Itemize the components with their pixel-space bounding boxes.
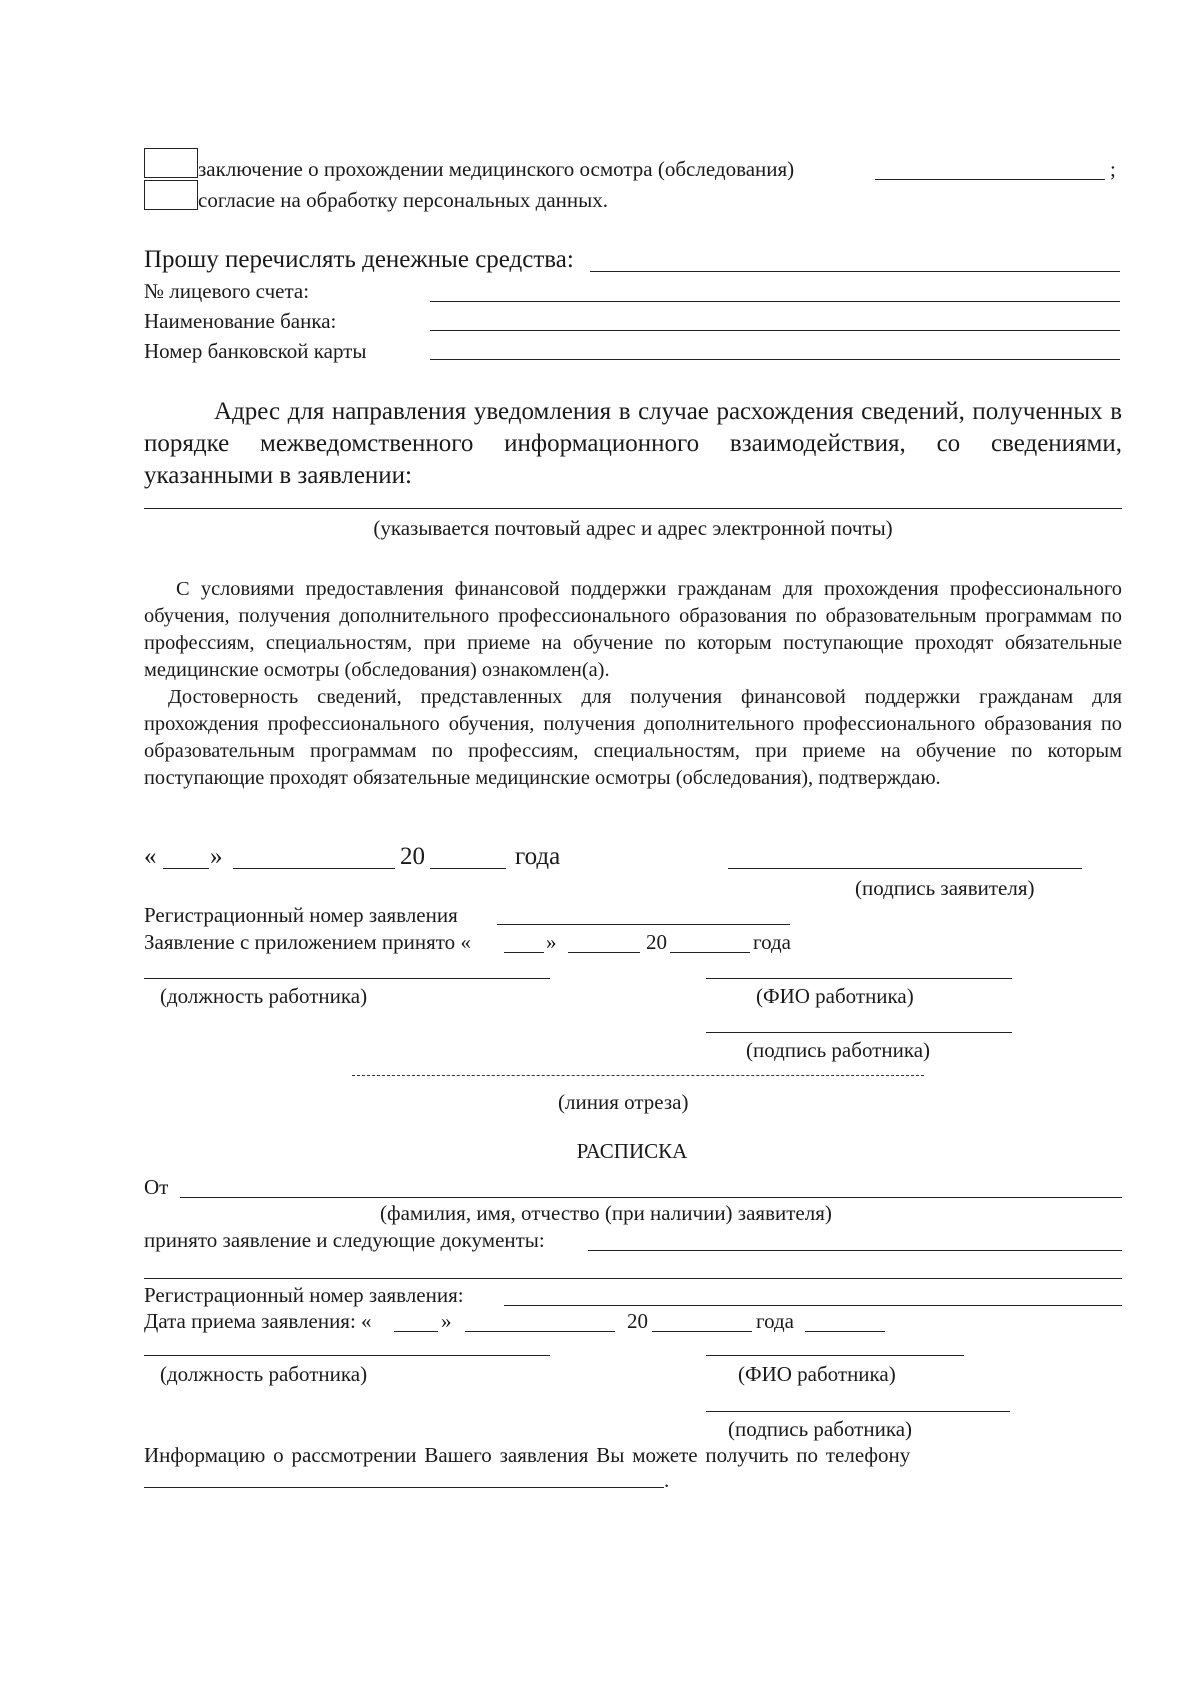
receipt-from-hint: (фамилия, имя, отчество (при наличии) заявителя): [380, 1201, 832, 1225]
receipt-date-month-field[interactable]: [465, 1331, 615, 1332]
address-hint: (указывается почтовый адрес и адрес электронной почты): [373, 516, 893, 540]
conditions-paragraph: С условиями предоставления финансовой поддержки гражданам для прохождения профессионального обучения, получения дополнительного профессионального образования по образовательным программам по профессиям, специальностям, при приеме на обучение по которым поступающие проходят обязательные медицинские осмотры (обследования) ознакомлен(а). Достоверность сведений, представленных для получения финансовой поддержки гражданам для прохождения профессионального обучения, получения дополнительного профессионального образования по образовательным программам по профессиям, специальностям, при приеме на обучение по которым поступающие проходят обязательные медицинские осмотры (обследования), подтверждаю.: [144, 578, 1122, 789]
date-month-field[interactable]: [233, 868, 395, 869]
account-number-label: № лицевого счета:: [144, 279, 310, 303]
receipt-phone-field[interactable]: [144, 1487, 664, 1488]
address-paragraph: Адрес для направления уведомления в случае расхождения сведений, полученных в порядке межведомственного информационного взаимодействия, со сведениями, указанными в заявлении:: [144, 398, 1122, 489]
receipt-date-close-quote: »: [441, 1309, 452, 1333]
cut-line-caption: (линия отреза): [558, 1090, 689, 1114]
receipt-staff-signature-field[interactable]: [706, 1411, 1010, 1412]
receipt-staff-position-field[interactable]: [144, 1355, 550, 1356]
receipt-date-label: Дата приема заявления: «: [144, 1309, 372, 1333]
receipt-year-word: года: [756, 1309, 794, 1333]
receipt-reg-number-field[interactable]: [504, 1305, 1122, 1306]
registration-number-field[interactable]: [497, 924, 790, 925]
staff-signature-field[interactable]: [706, 1032, 1012, 1033]
address-field[interactable]: [144, 508, 1122, 509]
staff-position-caption: (должность работника): [160, 984, 368, 1008]
card-number-label: Номер банковской карты: [144, 339, 367, 363]
date-day-field[interactable]: [163, 868, 209, 869]
receipt-year-prefix: 20: [627, 1309, 648, 1333]
accepted-close-quote: »: [546, 930, 557, 954]
staff-name-caption: (ФИО работника): [756, 984, 914, 1008]
receipt-documents-field[interactable]: [588, 1250, 1122, 1251]
checklist-item-medical: заключение о прохождении медицинского осмотра (обследования): [198, 157, 795, 181]
receipt-info-text: Информацию о рассмотрении Вашего заявления Вы можете получить по телефону: [144, 1443, 911, 1467]
account-number-field[interactable]: [430, 301, 1120, 302]
receipt-phone-period: .: [664, 1468, 670, 1492]
date-open-quote: «: [144, 843, 157, 870]
receipt-documents-field-2[interactable]: [144, 1278, 1122, 1279]
applicant-signature-caption: (подпись заявителя): [855, 876, 1035, 900]
checkbox-medical-conclusion[interactable]: [144, 148, 198, 178]
receipt-accepted-label: принято заявление и следующие документы:: [144, 1228, 545, 1252]
checklist-item-consent: согласие на обработку персональных данных.: [198, 188, 608, 212]
accepted-day-field[interactable]: [504, 952, 544, 953]
staff-name-field[interactable]: [706, 978, 1012, 979]
receipt-from-label: От: [144, 1175, 169, 1199]
accepted-year-word: года: [753, 930, 791, 954]
date-year-field[interactable]: [430, 868, 506, 869]
date-year-word: года: [515, 843, 561, 870]
registration-number-label: Регистрационный номер заявления: [144, 903, 458, 927]
date-year-prefix: 20: [400, 843, 425, 870]
staff-signature-caption: (подпись работника): [746, 1038, 931, 1062]
applicant-signature-field[interactable]: [728, 868, 1082, 869]
receipt-year-extra-field[interactable]: [805, 1331, 885, 1332]
accepted-year-prefix: 20: [646, 930, 667, 954]
accepted-month-field[interactable]: [568, 952, 640, 953]
receipt-staff-name-field[interactable]: [706, 1355, 964, 1356]
receipt-date-day-field[interactable]: [394, 1331, 438, 1332]
staff-position-field[interactable]: [144, 978, 550, 979]
receipt-from-field[interactable]: [180, 1197, 1122, 1198]
payment-heading-line[interactable]: [590, 271, 1120, 272]
receipt-staff-position-caption: (должность работника): [160, 1362, 368, 1386]
card-number-field[interactable]: [430, 359, 1120, 360]
accepted-label: Заявление с приложением принято «: [144, 930, 471, 954]
accepted-year-field[interactable]: [670, 952, 750, 953]
receipt-year-field[interactable]: [652, 1331, 752, 1332]
payment-heading: Прошу перечислять денежные средства:: [144, 246, 574, 273]
cut-line: [352, 1075, 924, 1076]
medical-conclusion-blank[interactable]: [875, 179, 1105, 180]
receipt-reg-number-label: Регистрационный номер заявления:: [144, 1283, 464, 1307]
checkbox-personal-data[interactable]: [144, 180, 198, 210]
date-close-quote: »: [210, 843, 223, 870]
receipt-staff-signature-caption: (подпись работника): [728, 1417, 913, 1441]
receipt-staff-name-caption: (ФИО работника): [738, 1362, 896, 1386]
receipt-title: РАСПИСКА: [576, 1139, 688, 1163]
bank-name-label: Наименование банка:: [144, 309, 337, 333]
checklist-semicolon: ;: [1110, 157, 1116, 181]
bank-name-field[interactable]: [430, 330, 1120, 331]
